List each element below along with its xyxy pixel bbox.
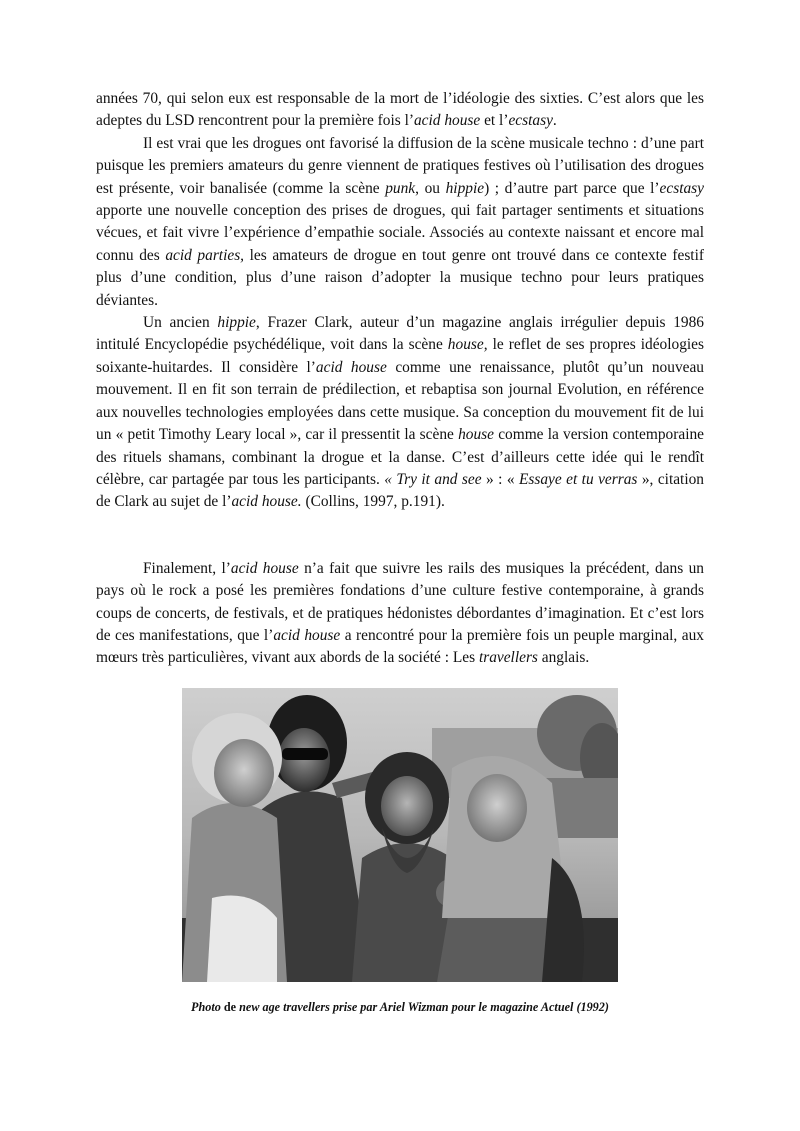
photo-caption: Photo de new age travellers prise par Ariel Wizman pour le magazine Actuel (1992) xyxy=(191,1000,609,1014)
document-body xyxy=(96,88,704,670)
paragraph-4: Finalement, l’acid house n’a fait que suivre les rails des musiques la précédent, dans un pays où le rock a posé les premières fondations d’une culture festive contemporaine, à grands coups de concerts, de festivals, et de pratiques hédonistes débordantes d’imagination. Et c’est lors de ces manifestations, que l’acid house a rencontré pour la première fois un peuple marginal, aux mœurs très particulières, vivant aux abords de la société : Les travellers anglais. xyxy=(96,559,704,667)
paragraph-3: Un ancien hippie, Frazer Clark, auteur d’un magazine anglais irrégulier depuis 1986 intitulé Encyclopédie psychédélique, voit dans la scène house, le reflet de ses propres idéologies soixante-huitardes. Il considère l’acid house comme une renaissance, plutôt qu’un nouveau mouvement. Il en fit son terrain de prédilection, et rebaptisa son journal Evolution, en référence aux nouvelles technologies employées dans cette musique. Sa conception du mouvement fit de lui un « petit Timothy Leary local », car il pressentit la scène house comme la version contemporaine des rituels shamans, combinant la drogue et la danse. C’est d’ailleurs cette idée qui le rendît célèbre, car partagée par tous les participants. « Try it and see » : « Essaye et tu verras », citation de Clark au sujet de l’acid house. (Collins, 1997, p.191). xyxy=(96,314,705,511)
paragraph-1: années 70, qui selon eux est responsable de la mort de l’idéologie des sixties. C’est alors que les adeptes du LSD rencontrent pour la première fois l’acid house et l’ecstasy. xyxy=(96,90,704,130)
paragraph-gap xyxy=(96,514,704,558)
paragraph-2: Il est vrai que les drogues ont favorisé la diffusion de la scène musicale techno : d’une part puisque les premiers amateurs du genre viennent de pratiques festives où l’utilisation des drogues est présente, voir banalisée (comme la scène punk, ou hippie) ; d’autre part parce que l’ecstasy apporte une nouvelle conception des prises de drogues, qui fait partager sentiments et situations vécues, et fait vivre l’expérience d’empathie sociale. Associés au contexte naissant et encore mal connu des acid parties, les amateurs de drogue en tout genre ont trouvé dans ce contexte festif plus d’une condition, plus d’une raison d’adopter la musique techno pour leurs pratiques déviantes. xyxy=(96,134,704,309)
travellers-photo xyxy=(182,688,618,982)
